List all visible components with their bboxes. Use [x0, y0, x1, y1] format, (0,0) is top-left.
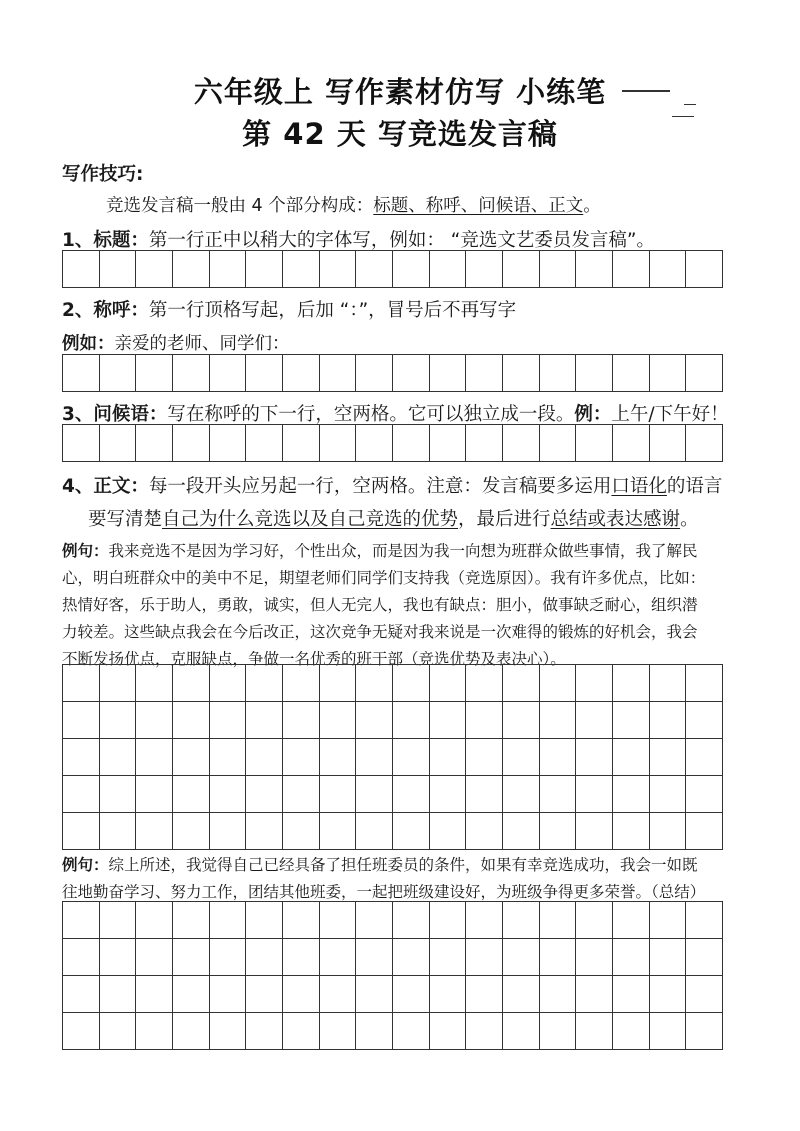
grid-cell[interactable] [576, 1013, 613, 1050]
grid-cell[interactable] [686, 813, 723, 850]
grid-cell[interactable] [650, 976, 687, 1013]
grid-cell[interactable] [686, 355, 723, 392]
grid-cell[interactable] [503, 702, 540, 739]
example-2-label: 例句： [62, 856, 109, 874]
grid-cell[interactable] [246, 813, 283, 850]
grid-cell[interactable] [246, 902, 283, 939]
grid-cell[interactable] [320, 1013, 357, 1050]
grid-cell[interactable] [136, 739, 173, 776]
example-2-line-1 [62, 853, 698, 875]
grid-cell[interactable] [320, 355, 357, 392]
grid-cell[interactable] [686, 665, 723, 702]
grid-cell[interactable] [540, 702, 577, 739]
writing-grid-title[interactable] [62, 250, 723, 288]
grid-cell[interactable] [63, 251, 100, 288]
section-4-text-b-start: 要写清楚 [88, 509, 163, 530]
grid-cell[interactable] [246, 702, 283, 739]
grid-cell[interactable] [540, 776, 577, 813]
grid-cell[interactable] [283, 1013, 320, 1050]
grid-cell[interactable] [540, 251, 577, 288]
tips-intro-suffix: 。 [583, 196, 601, 216]
grid-cell[interactable] [430, 776, 467, 813]
grid-cell[interactable] [63, 1013, 100, 1050]
grid-cell[interactable] [63, 813, 100, 850]
grid-cell[interactable] [576, 976, 613, 1013]
grid-cell[interactable] [210, 425, 247, 462]
grid-cell[interactable] [210, 665, 247, 702]
section-3 [62, 400, 729, 426]
grid-cell[interactable] [246, 976, 283, 1013]
section-4-text-b-mid: ，最后进行 [458, 509, 551, 530]
grid-cell[interactable] [503, 665, 540, 702]
grid-cell[interactable] [576, 251, 613, 288]
grid-cell[interactable] [356, 739, 393, 776]
grid-cell[interactable] [210, 1013, 247, 1050]
grid-cell[interactable] [283, 425, 320, 462]
grid-cell[interactable] [283, 355, 320, 392]
section-2 [62, 296, 516, 322]
grid-cell[interactable] [136, 976, 173, 1013]
page-title: 六年级上 写作素材仿写 小练笔 [193, 75, 607, 109]
grid-cell[interactable] [100, 939, 137, 976]
grid-cell[interactable] [393, 355, 430, 392]
grid-cell[interactable] [136, 939, 173, 976]
section-3-label: 3、问候语： [62, 404, 168, 425]
grid-cell[interactable] [246, 355, 283, 392]
grid-cell[interactable] [613, 702, 650, 739]
grid-cell[interactable] [503, 976, 540, 1013]
grid-cell[interactable] [356, 425, 393, 462]
grid-cell[interactable] [356, 665, 393, 702]
grid-cell[interactable] [63, 776, 100, 813]
grid-cell[interactable] [430, 425, 467, 462]
grid-cell[interactable] [320, 939, 357, 976]
example-1-line-3: 热情好客，乐于助人，勇敢，诚实，但人无完人，我也有缺点：胆小，做事缺乏耐心，组织潜 [62, 596, 698, 614]
grid-cell[interactable] [613, 355, 650, 392]
grid-cell[interactable] [613, 665, 650, 702]
grid-cell[interactable] [320, 665, 357, 702]
grid-cell[interactable] [613, 425, 650, 462]
grid-cell[interactable] [650, 355, 687, 392]
grid-cell[interactable] [613, 776, 650, 813]
grid-cell[interactable] [650, 739, 687, 776]
section-1 [62, 226, 655, 252]
grid-cell[interactable] [650, 1013, 687, 1050]
grid-cell[interactable] [613, 976, 650, 1013]
grid-cell[interactable] [210, 776, 247, 813]
section-2-example [62, 330, 290, 355]
grid-cell[interactable] [173, 976, 210, 1013]
writing-grid-body[interactable] [62, 664, 723, 850]
grid-cell[interactable] [246, 425, 283, 462]
grid-cell[interactable] [466, 1013, 503, 1050]
grid-cell[interactable] [393, 776, 430, 813]
grid-cell[interactable] [63, 665, 100, 702]
decorative-dash-small [684, 104, 696, 105]
grid-cell[interactable] [576, 739, 613, 776]
grid-cell[interactable] [576, 939, 613, 976]
section-1-label: 1、标题： [62, 230, 149, 251]
grid-cell[interactable] [650, 776, 687, 813]
grid-cell[interactable] [393, 813, 430, 850]
grid-cell[interactable] [100, 702, 137, 739]
grid-cell[interactable] [320, 776, 357, 813]
grid-cell[interactable] [100, 425, 137, 462]
grid-cell[interactable] [100, 251, 137, 288]
grid-cell[interactable] [210, 976, 247, 1013]
grid-cell[interactable] [576, 425, 613, 462]
grid-cell[interactable] [430, 665, 467, 702]
tips-intro-parts: 标题、称呼、问候语、正文 [373, 196, 584, 216]
grid-cell[interactable] [466, 665, 503, 702]
grid-cell[interactable] [650, 939, 687, 976]
grid-cell[interactable] [430, 902, 467, 939]
grid-cell[interactable] [283, 665, 320, 702]
grid-cell[interactable] [430, 1013, 467, 1050]
grid-cell[interactable] [210, 813, 247, 850]
grid-cell[interactable] [393, 702, 430, 739]
grid-cell[interactable] [686, 1013, 723, 1050]
grid-cell[interactable] [540, 976, 577, 1013]
grid-cell[interactable] [173, 251, 210, 288]
grid-cell[interactable] [540, 425, 577, 462]
grid-cell[interactable] [210, 355, 247, 392]
grid-cell[interactable] [173, 939, 210, 976]
grid-cell[interactable] [686, 739, 723, 776]
grid-cell[interactable] [613, 739, 650, 776]
grid-cell[interactable] [613, 902, 650, 939]
grid-cell[interactable] [283, 251, 320, 288]
grid-cell[interactable] [540, 739, 577, 776]
grid-cell[interactable] [136, 702, 173, 739]
grid-cell[interactable] [356, 902, 393, 939]
grid-cell[interactable] [430, 251, 467, 288]
grid-cell[interactable] [686, 251, 723, 288]
grid-cell[interactable] [613, 251, 650, 288]
example-1-line-5: 不断发扬优点，克服缺点，争做一名优秀的班干部（竞选优势及表决心）。 [62, 650, 566, 668]
grid-cell[interactable] [466, 739, 503, 776]
grid-cell[interactable] [100, 902, 137, 939]
grid-cell[interactable] [393, 1013, 430, 1050]
grid-cell[interactable] [503, 355, 540, 392]
grid-cell[interactable] [173, 776, 210, 813]
grid-cell[interactable] [210, 902, 247, 939]
section-2-label: 2、称呼： [62, 300, 149, 321]
grid-cell[interactable] [136, 665, 173, 702]
grid-cell[interactable] [540, 1013, 577, 1050]
grid-cell[interactable] [246, 739, 283, 776]
grid-cell[interactable] [136, 251, 173, 288]
example-1-line-1 [62, 539, 698, 561]
grid-cell[interactable] [63, 425, 100, 462]
grid-cell[interactable] [320, 425, 357, 462]
grid-cell[interactable] [686, 425, 723, 462]
grid-cell[interactable] [100, 976, 137, 1013]
section-4-text-a: 每一段开头应另起一行，空两格。注意：发言稿要多运用 [148, 476, 612, 497]
grid-cell[interactable] [686, 939, 723, 976]
grid-cell[interactable] [173, 902, 210, 939]
grid-cell[interactable] [650, 902, 687, 939]
grid-cell[interactable] [136, 776, 173, 813]
grid-cell[interactable] [63, 355, 100, 392]
grid-cell[interactable] [540, 939, 577, 976]
grid-cell[interactable] [63, 702, 100, 739]
grid-cell[interactable] [686, 976, 723, 1013]
grid-cell[interactable] [686, 776, 723, 813]
section-4-text-b-end: 。 [680, 509, 699, 530]
example-1-line-2: 心，明白班群众中的美中不足，期望老师们同学们支持我（竞选原因）。我有许多优点，比如： [62, 569, 706, 587]
grid-cell[interactable] [246, 939, 283, 976]
grid-cell[interactable] [100, 776, 137, 813]
grid-cell[interactable] [210, 702, 247, 739]
section-3-example-label: 例： [574, 404, 612, 425]
grid-cell[interactable] [466, 813, 503, 850]
example-1-label: 例句： [62, 542, 109, 560]
writing-grid-conclusion[interactable] [62, 901, 723, 1050]
grid-cell[interactable] [576, 355, 613, 392]
tips-heading: 写作技巧: [62, 164, 144, 185]
grid-cell[interactable] [283, 902, 320, 939]
grid-cell[interactable] [503, 1013, 540, 1050]
grid-cell[interactable] [466, 355, 503, 392]
example-2-line-2: 往地勤奋学习、努力工作，团结其他班委，一起把班级建设好，为班级争得更多荣誉。（总结） [62, 883, 706, 901]
grid-cell[interactable] [356, 776, 393, 813]
section-2-example-text: 亲爱的老师、同学们： [114, 334, 290, 354]
example-2-text-1: 综上所述，我觉得自己已经具备了担任班委员的条件，如果有幸竞选成功，我会一如既 [108, 856, 698, 874]
grid-cell[interactable] [540, 665, 577, 702]
grid-cell[interactable] [136, 1013, 173, 1050]
grid-cell[interactable] [430, 702, 467, 739]
grid-cell[interactable] [503, 425, 540, 462]
grid-cell[interactable] [466, 702, 503, 739]
grid-cell[interactable] [100, 1013, 137, 1050]
grid-cell[interactable] [576, 813, 613, 850]
grid-cell[interactable] [100, 739, 137, 776]
grid-cell[interactable] [393, 251, 430, 288]
section-4-text-b-underline: 自己为什么竞选以及自己竞选的优势 [162, 509, 459, 530]
grid-cell[interactable] [613, 813, 650, 850]
grid-cell[interactable] [393, 425, 430, 462]
grid-cell[interactable] [393, 939, 430, 976]
section-2-text: 第一行顶格写起，后加 “：”，冒号后不再写字 [148, 300, 517, 321]
writing-grid-greeting[interactable] [62, 424, 723, 462]
grid-cell[interactable] [320, 976, 357, 1013]
section-4-text-a-end: 的语言 [666, 476, 723, 497]
grid-cell[interactable] [210, 939, 247, 976]
grid-cell[interactable] [356, 976, 393, 1013]
grid-cell[interactable] [430, 939, 467, 976]
grid-cell[interactable] [173, 739, 210, 776]
example-1-line-4: 力较差。这些缺点我会在今后改正，这次竞争无疑对我来说是一次难得的锻炼的好机会，我会 [62, 623, 698, 641]
grid-cell[interactable] [283, 939, 320, 976]
grid-cell[interactable] [650, 425, 687, 462]
grid-cell[interactable] [503, 739, 540, 776]
grid-cell[interactable] [210, 251, 247, 288]
example-1-text-1: 我来竞选不是因为学习好，个性出众，而是因为我一向想为班群众做些事情，我了解民 [108, 542, 698, 560]
grid-cell[interactable] [686, 902, 723, 939]
grid-cell[interactable] [576, 902, 613, 939]
grid-cell[interactable] [320, 902, 357, 939]
grid-cell[interactable] [173, 1013, 210, 1050]
grid-cell[interactable] [63, 976, 100, 1013]
grid-cell[interactable] [356, 251, 393, 288]
grid-cell[interactable] [686, 702, 723, 739]
grid-cell[interactable] [466, 902, 503, 939]
grid-cell[interactable] [503, 902, 540, 939]
grid-cell[interactable] [210, 739, 247, 776]
grid-cell[interactable] [576, 665, 613, 702]
grid-cell[interactable] [393, 665, 430, 702]
grid-cell[interactable] [430, 976, 467, 1013]
grid-cell[interactable] [650, 665, 687, 702]
grid-cell[interactable] [650, 813, 687, 850]
grid-cell[interactable] [650, 702, 687, 739]
grid-cell[interactable] [100, 355, 137, 392]
grid-cell[interactable] [356, 939, 393, 976]
grid-cell[interactable] [173, 665, 210, 702]
grid-cell[interactable] [503, 939, 540, 976]
grid-cell[interactable] [136, 355, 173, 392]
grid-cell[interactable] [173, 425, 210, 462]
grid-cell[interactable] [63, 902, 100, 939]
grid-cell[interactable] [246, 776, 283, 813]
section-4 [62, 472, 722, 498]
grid-cell[interactable] [356, 813, 393, 850]
section-4-label: 4、正文： [62, 476, 149, 497]
grid-cell[interactable] [503, 251, 540, 288]
grid-cell[interactable] [650, 251, 687, 288]
grid-cell[interactable] [430, 739, 467, 776]
grid-cell[interactable] [356, 702, 393, 739]
grid-cell[interactable] [430, 813, 467, 850]
grid-cell[interactable] [100, 813, 137, 850]
grid-cell[interactable] [393, 976, 430, 1013]
page-subtitle: 第 42 天 写竞选发言稿 [242, 117, 558, 151]
grid-cell[interactable] [576, 702, 613, 739]
grid-cell[interactable] [100, 665, 137, 702]
grid-cell[interactable] [320, 813, 357, 850]
grid-cell[interactable] [466, 425, 503, 462]
section-4-text-b-underline-2: 总结或表达感谢 [550, 509, 681, 530]
writing-grid-salutation[interactable] [62, 354, 723, 392]
grid-cell[interactable] [283, 702, 320, 739]
grid-cell[interactable] [63, 739, 100, 776]
grid-cell[interactable] [136, 902, 173, 939]
grid-cell[interactable] [173, 355, 210, 392]
grid-cell[interactable] [613, 939, 650, 976]
tips-intro-prefix: 竞选发言稿一般由 4 个部分构成： [106, 196, 374, 216]
grid-cell[interactable] [283, 776, 320, 813]
grid-cell[interactable] [393, 902, 430, 939]
grid-cell[interactable] [136, 425, 173, 462]
grid-cell[interactable] [246, 251, 283, 288]
section-1-text: 第一行正中以稍大的字体写，例如： “竞选文艺委员发言稿”。 [148, 230, 655, 251]
grid-cell[interactable] [246, 1013, 283, 1050]
grid-cell[interactable] [173, 813, 210, 850]
section-2-example-label: 例如： [62, 334, 115, 354]
grid-cell[interactable] [430, 355, 467, 392]
grid-cell[interactable] [320, 739, 357, 776]
grid-cell[interactable] [393, 739, 430, 776]
decorative-dash [622, 90, 670, 92]
grid-cell[interactable] [283, 739, 320, 776]
grid-cell[interactable] [503, 813, 540, 850]
grid-cell[interactable] [356, 1013, 393, 1050]
grid-cell[interactable] [283, 976, 320, 1013]
grid-cell[interactable] [283, 813, 320, 850]
grid-cell[interactable] [320, 251, 357, 288]
grid-cell[interactable] [466, 939, 503, 976]
section-3-example-text: 上午/下午好！ [611, 404, 729, 425]
grid-cell[interactable] [136, 813, 173, 850]
grid-cell[interactable] [576, 776, 613, 813]
grid-cell[interactable] [320, 702, 357, 739]
section-3-text: 写在称呼的下一行，空两格。它可以独立成一段。 [167, 404, 575, 425]
grid-cell[interactable] [540, 355, 577, 392]
grid-cell[interactable] [540, 902, 577, 939]
grid-cell[interactable] [466, 251, 503, 288]
grid-cell[interactable] [540, 813, 577, 850]
section-4-line-2 [88, 505, 699, 531]
grid-cell[interactable] [613, 1013, 650, 1050]
grid-cell[interactable] [173, 702, 210, 739]
section-4-text-a-underline: 口语化 [611, 476, 667, 497]
grid-cell[interactable] [246, 665, 283, 702]
grid-cell[interactable] [63, 939, 100, 976]
grid-cell[interactable] [356, 355, 393, 392]
grid-cell[interactable] [466, 776, 503, 813]
grid-cell[interactable] [466, 976, 503, 1013]
tips-intro [106, 192, 601, 217]
grid-cell[interactable] [503, 776, 540, 813]
